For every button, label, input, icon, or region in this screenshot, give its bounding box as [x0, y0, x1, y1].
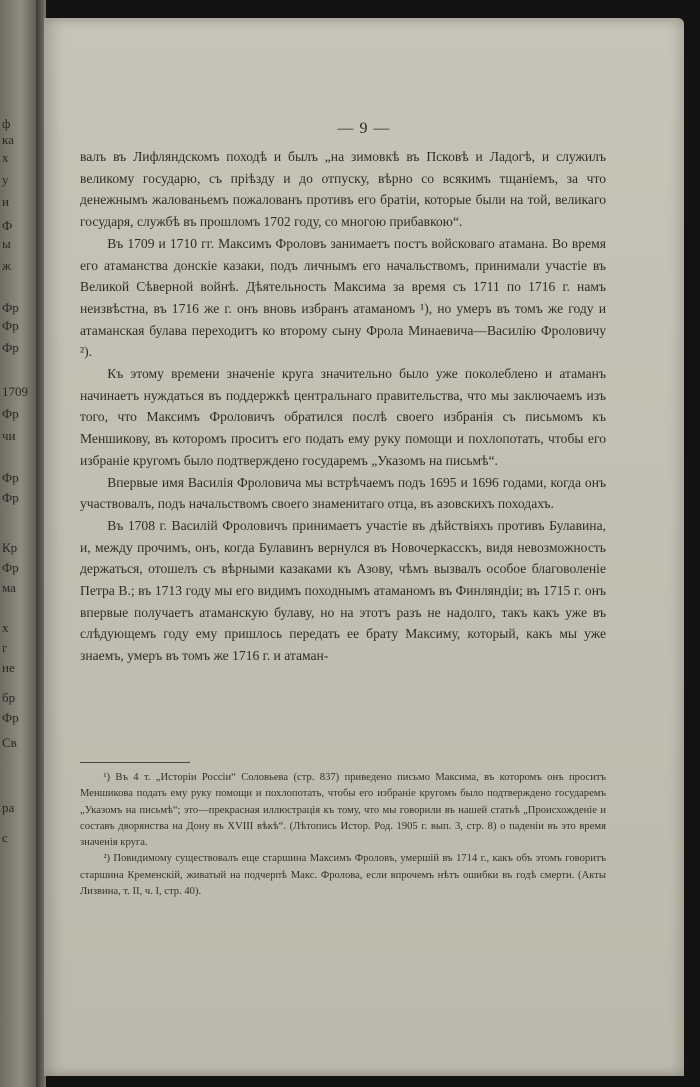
left-page-text-fragment: Кр	[2, 540, 18, 555]
footnote-separator	[80, 762, 190, 763]
paragraph: Къ этому времени значеніе круга значительно было уже поколеблено и атаманъ начинаетъ нуждаться въ поддержкѣ центральнаго правительства, что мы заключаемъ изъ того, что Максимъ Фроловичъ обратился послѣ своего избранія съ письмомъ къ Меншикову, въ которомъ проситъ его подать ему руку помощи и похлопотать, чтобы его избраніе кругомъ было подтверждено государемъ „Указомъ на письмѣ“.	[80, 366, 606, 468]
paragraph: Въ 1709 и 1710 гг. Максимъ Фроловъ занимаетъ постъ войсковаго атамана. Во время его атаманства донскіе казаки, подъ личнымъ его начальствомъ, принимали участіе въ Великой Сѣверной войнѣ. Дѣятельность Максима за время съ 1711 по 1716 г. намъ неизвѣстна, въ 1716 же г. онъ вновь избранъ атаманомъ ¹), но умеръ въ томъ же году и атаманская булава переходитъ ко второму сыну Фрола Минаевича—Василію Фроловичу ²).	[80, 235, 606, 360]
paragraph: Впервые имя Василія Фроловича мы встрѣчаемъ подъ 1695 и 1696 годами, когда онъ участвовалъ, подъ начальствомъ своего знаменитаго отца, въ азовскихъ походахъ.	[80, 474, 606, 512]
left-page-text-fragment: ра	[2, 800, 15, 815]
paragraph: валъ въ Лифляндскомъ походѣ и былъ „на зимовкѣ въ Псковѣ и Ладогѣ, и служилъ великому государю, съ пріѣзду и до отпуску, вѣрно со всякимъ тщаніемъ, за что денежнымъ жалованьемъ пожалованъ противъ его братіи, которые были на той, великаго государя, службѣ въ прошломъ 1702 году, со многою прибавкою“.	[80, 149, 606, 230]
left-page-text-fragment: Фр	[2, 318, 19, 333]
left-page-text-fragment: Фр	[2, 710, 19, 725]
left-page-text-fragment: не	[2, 660, 15, 675]
left-page-text-fragment: ж	[2, 258, 11, 273]
left-page-text-fragment: бр	[2, 690, 16, 705]
book-page	[44, 18, 684, 1076]
main-text	[80, 146, 606, 667]
left-page-text-fragment: Фр	[2, 490, 19, 505]
left-page-text-fragment: ы	[2, 236, 11, 251]
left-page-text-fragment: у	[2, 172, 9, 187]
left-page-text-fragment: ма	[2, 580, 16, 595]
left-page-text-fragment: х	[2, 620, 9, 635]
left-page-text-fragment: Св	[2, 735, 17, 750]
footnote: ²) Повидимому существовалъ еще старшина Максимъ Фроловъ, умершій въ 1714 г., какъ объ этомъ говоритъ старшина Кременскій, живатый на подчерпѣ Макс. Фролова, если впрочемъ нѣтъ ошибки въ годѣ смерти. (Акты Лизвина, т. II, ч. I, стр. 40).	[80, 853, 606, 898]
footnotes	[80, 770, 606, 900]
left-page-text-fragment: Фр	[2, 300, 19, 315]
left-page-text-fragment: ф	[2, 116, 11, 131]
left-page-text-fragment: х	[2, 150, 9, 165]
left-page-text-fragment: чи	[2, 428, 16, 443]
left-page-text-fragment: г	[2, 640, 8, 655]
left-page-text-fragment: Фр	[2, 470, 19, 485]
page-number: — 9 —	[337, 120, 391, 137]
left-page-text-fragment: с	[2, 830, 8, 845]
left-page-text-fragment: ка	[2, 132, 14, 147]
left-page-text-fragment: Фр	[2, 560, 19, 575]
left-page-text-fragment: Фр	[2, 406, 19, 421]
left-page-text-fragment: Ф	[2, 218, 13, 233]
adjacent-left-page	[0, 0, 38, 1087]
paragraph: Въ 1708 г. Василій Фроловичъ принимаетъ участіе въ дѣйствіяхъ противъ Булавина, и, между прочимъ, онъ, когда Булавинъ вернулся въ Новочеркасскъ, видя невозможность держаться, отошелъ съ вѣрными казаками къ Азову, чѣмъ вызвалъ особое благоволеніе Петра В.; въ 1713 году мы его видимъ походнымъ атаманомъ въ Финляндіи; въ 1715 г. онъ впервые получаетъ атаманскую булаву, но на этотъ разъ не надолго, такъ какъ уже въ слѣдующемъ году ему пришлось передать ее брату Максиму, который, какъ мы уже знаемъ, умеръ въ томъ же 1716 г. и атаман-	[80, 517, 606, 664]
left-page-text-fragment: Фр	[2, 340, 19, 355]
left-page-text-fragment: и	[2, 194, 9, 209]
footnote: ¹) Въ 4 т. „Исторіи Россіи“ Соловьева (стр. 837) приведено письмо Максима, въ которомъ онъ проситъ Меншикова подать ему руку помощи и похлопотать, чтобы его избраніе кругомъ было подтверждено государемъ „Указомъ на письмѣ“; это—прекрасная иллюстрація къ тому, что мы говорили въ нашей статьѣ „Происхожденіе и составъ дворянства на Дону въ XVIII вѣкѣ“. (Лѣтопись Истор. Род. 1905 г. вып. 3, стр. 8) о паденіи въ это время значенія круга.	[80, 772, 606, 849]
left-page-text-fragment: 1709	[2, 384, 28, 399]
